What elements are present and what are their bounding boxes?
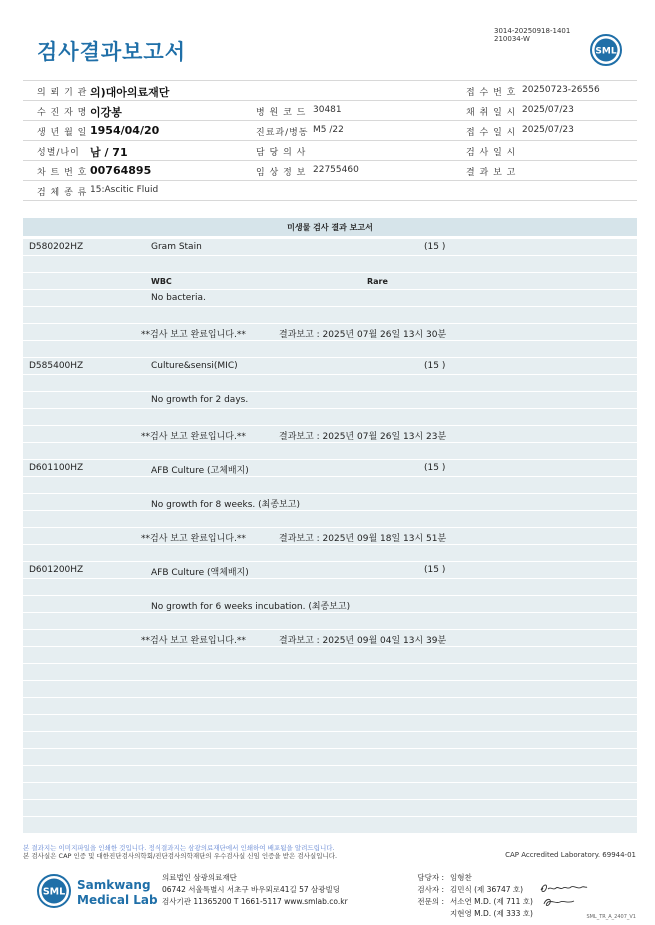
test-code: D601100HZ	[29, 463, 84, 473]
row-band	[23, 511, 637, 527]
row-band	[23, 494, 637, 510]
staff-role: 검사자 :	[417, 885, 444, 894]
header-divider	[23, 100, 637, 101]
row-band	[23, 443, 637, 459]
report-complete-text: **검사 보고 완료입니다.**	[141, 636, 246, 646]
row-band	[23, 392, 637, 408]
row-band	[23, 273, 637, 289]
result-text: No bacteria.	[151, 293, 206, 303]
row-band	[23, 477, 637, 493]
row-band	[23, 613, 637, 629]
row-band	[23, 579, 637, 595]
header-value: 20250723-26556	[522, 85, 600, 95]
row-band	[23, 358, 637, 374]
header-label: 임 상 정 보	[256, 168, 307, 178]
header-label: 채 취 일 시	[466, 108, 517, 118]
staff-name: 서소연 M.D. (제 711 호)	[450, 897, 533, 906]
row-band	[23, 307, 637, 323]
specimen-count: (15 )	[424, 463, 446, 473]
row-band	[23, 375, 637, 391]
header-divider	[23, 200, 637, 201]
row-band	[23, 681, 637, 697]
document-id-line: 3014-20250918-1401	[494, 27, 571, 35]
header-value: 15:Ascitic Fluid	[90, 185, 159, 195]
sml-logo	[589, 33, 623, 67]
row-band	[23, 290, 637, 306]
row-band	[23, 545, 637, 561]
test-name: AFB Culture (액체배지)	[151, 568, 249, 578]
brand-name-line2: Medical Lab	[77, 893, 158, 907]
header-label: 검 체 종 류	[37, 188, 88, 198]
header-divider	[23, 180, 637, 181]
specimen-count: (15 )	[424, 242, 446, 252]
header-label: 검 사 일 시	[466, 148, 517, 158]
header-label: 접 수 일 시	[466, 128, 517, 138]
row-band	[23, 664, 637, 680]
row-band	[23, 783, 637, 799]
image-print-notice: 본 결과지는 이미지파일을 인쇄한 것입니다. 정식결과지는 삼광의료재단에서 인쇄하여 배포됨을 알려드립니다.	[23, 844, 335, 852]
cap-accreditation: CAP Accredited Laboratory. 69944-01	[505, 851, 636, 859]
row-band	[23, 715, 637, 731]
row-band	[23, 409, 637, 425]
document-id-line: 210034-W	[494, 35, 530, 43]
header-label: 생 년 월 일	[37, 128, 88, 138]
staff-name: 김민식 (제 36747 호)	[450, 885, 524, 894]
row-band	[23, 562, 637, 578]
document-version: SML_TR_A_2407_V1	[586, 914, 636, 920]
row-band	[23, 239, 637, 255]
specimen-count: (15 )	[424, 361, 446, 371]
header-value: 00764895	[90, 164, 152, 177]
org-name: 의료법인 삼광의료재단	[162, 873, 237, 882]
header-value: 의)대아의료재단	[90, 86, 170, 99]
header-label: 결 과 보 고	[466, 168, 517, 178]
header-label: 접 수 번 호	[466, 88, 517, 98]
report-complete-text: **검사 보고 완료입니다.**	[141, 534, 246, 544]
header-divider	[23, 140, 637, 141]
report-complete-text: **검사 보고 완료입니다.**	[141, 330, 246, 340]
staff-role: 담당자 :	[417, 873, 444, 882]
row-band	[23, 460, 637, 476]
test-code: D580202HZ	[29, 242, 84, 252]
staff-role: 전문의 :	[417, 897, 444, 906]
result-text: No growth for 6 weeks incubation. (최종보고)	[151, 602, 351, 612]
row-band	[23, 817, 637, 833]
header-value: 30481	[313, 105, 342, 115]
test-name: Gram Stain	[151, 242, 202, 252]
result-sub-label: WBC	[151, 277, 172, 286]
report-time: 결과보고 : 2025년 07월 26일 13시 30분	[279, 330, 447, 340]
test-code: D585400HZ	[29, 361, 84, 371]
header-value: 2025/07/23	[522, 125, 574, 135]
result-text: No growth for 2 days.	[151, 395, 249, 405]
report-time: 결과보고 : 2025년 09월 04일 13시 39분	[279, 636, 447, 646]
row-band	[23, 766, 637, 782]
test-name: AFB Culture (고체배지)	[151, 466, 249, 476]
org-address: 06742 서울특별시 서초구 바우뫼로41길 57 삼광빌딩	[162, 885, 341, 894]
header-value: 22755460	[313, 165, 359, 175]
header-value: M5 /22	[313, 125, 344, 135]
sml-footer-logo	[36, 873, 72, 909]
header-value: 2025/07/23	[522, 105, 574, 115]
header-value: 남 / 71	[90, 146, 128, 159]
row-band	[23, 698, 637, 714]
signature-image	[538, 880, 590, 912]
header-label: 병 원 코 드	[256, 108, 307, 118]
header-label: 성별/나이	[37, 148, 80, 158]
report-time: 결과보고 : 2025년 09월 18일 13시 51분	[279, 534, 447, 544]
section-title: 미생물 검사 결과 보고서	[287, 223, 373, 232]
result-text: No growth for 8 weeks. (최종보고)	[151, 500, 300, 510]
test-name: Culture&sensi(MIC)	[151, 361, 238, 371]
row-band	[23, 647, 637, 663]
header-label: 진료과/병동	[256, 128, 309, 138]
row-band	[23, 256, 637, 272]
header-divider	[23, 160, 637, 161]
accreditation-notice: 본 검사실은 CAP 인증 및 대한진단검사의학회/진단검사의학재단의 우수검사실 신임 인증을 받은 검사실입니다.	[23, 852, 338, 860]
header-value: 1954/04/20	[90, 124, 160, 137]
row-band	[23, 749, 637, 765]
header-divider	[23, 80, 637, 81]
document-id	[494, 27, 570, 43]
result-sub-value: Rare	[367, 277, 388, 286]
header-label: 담 당 의 사	[256, 148, 307, 158]
header-divider	[23, 120, 637, 121]
staff-name: 임형찬	[450, 873, 472, 882]
staff-name: 지현영 M.D. (제 333 호)	[450, 909, 533, 918]
test-code: D601200HZ	[29, 565, 84, 575]
header-label: 의 뢰 기 관	[37, 88, 88, 98]
report-time: 결과보고 : 2025년 07월 26일 13시 23분	[279, 432, 447, 442]
sml-logo-text: SML	[595, 46, 617, 57]
sml-footer-logo-text: SML	[42, 886, 66, 898]
specimen-count: (15 )	[424, 565, 446, 575]
row-band	[23, 732, 637, 748]
org-contact: 검사기관 11365200 T 1661-5117 www.smlab.co.kr	[162, 897, 348, 906]
header-label: 수 진 자 명	[37, 108, 88, 118]
header-label: 차 트 번 호	[37, 168, 88, 178]
page-title: 검사결과보고서	[37, 40, 187, 64]
header-value: 이강봉	[90, 106, 122, 119]
row-band	[23, 800, 637, 816]
brand-name-line1: Samkwang	[77, 878, 151, 892]
report-complete-text: **검사 보고 완료입니다.**	[141, 432, 246, 442]
row-band	[23, 341, 637, 357]
